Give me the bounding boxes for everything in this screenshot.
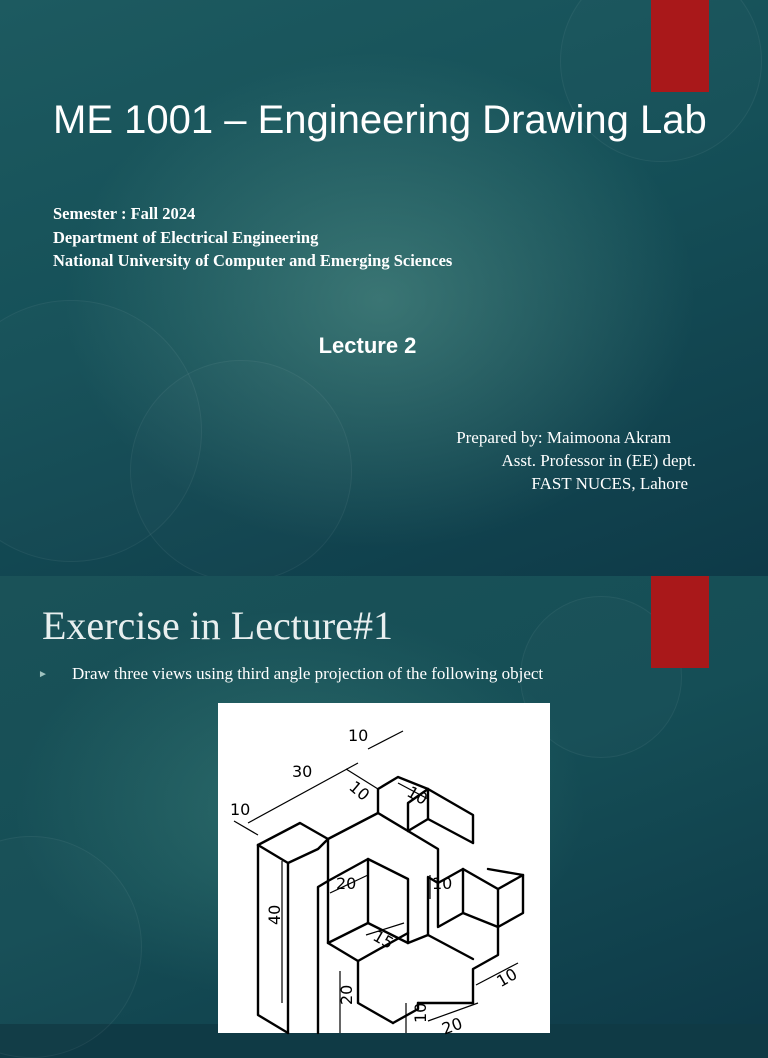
dim-label: 20 [439,1013,465,1039]
red-accent-tab [651,0,709,92]
exercise-slide [0,576,768,1039]
isometric-object-figure [218,703,550,1039]
dim-label: 20 [336,874,357,893]
dim-label: 15 [369,926,397,953]
university-text: National University of Computer and Emerging Sciences [53,251,453,270]
dim-label: 40 [265,904,284,925]
semester-text: Semester : Fall 2024 [53,204,196,223]
bullet-arrow-icon: ► [38,668,48,680]
dim-label: 10 [348,726,369,745]
prepared-by-text: Prepared by: Maimoona Akram [456,428,671,447]
slide-title: Exercise in Lecture#1 [42,603,393,648]
author-info [456,426,696,495]
department-text: Department of Electrical Engineering [53,227,319,247]
dim-label: 30 [292,762,313,781]
red-accent-tab [651,576,709,668]
lecture-number: Lecture 2 [318,333,417,358]
dim-label: 10 [432,874,453,893]
dim-label: 10 [411,1002,430,1023]
bullet-item [38,664,543,684]
course-info [53,202,452,273]
position-text: Asst. Professor in (EE) dept. [501,451,696,470]
dim-label: 10 [230,800,251,819]
dim-label: 20 [337,984,356,1005]
dim-label: 10 [345,776,374,805]
decorative-circle [0,836,142,1058]
slide-title: ME 1001 – Engineering Drawing Lab [53,98,707,142]
dim-label: 10 [493,964,521,991]
isometric-drawing [218,703,550,1039]
dim-label: 10 [403,782,431,809]
institution-text: FAST NUCES, Lahore [531,474,688,493]
decorative-circle [130,360,352,582]
bullet-text: Draw three views using third angle projection of the following object [72,664,544,683]
